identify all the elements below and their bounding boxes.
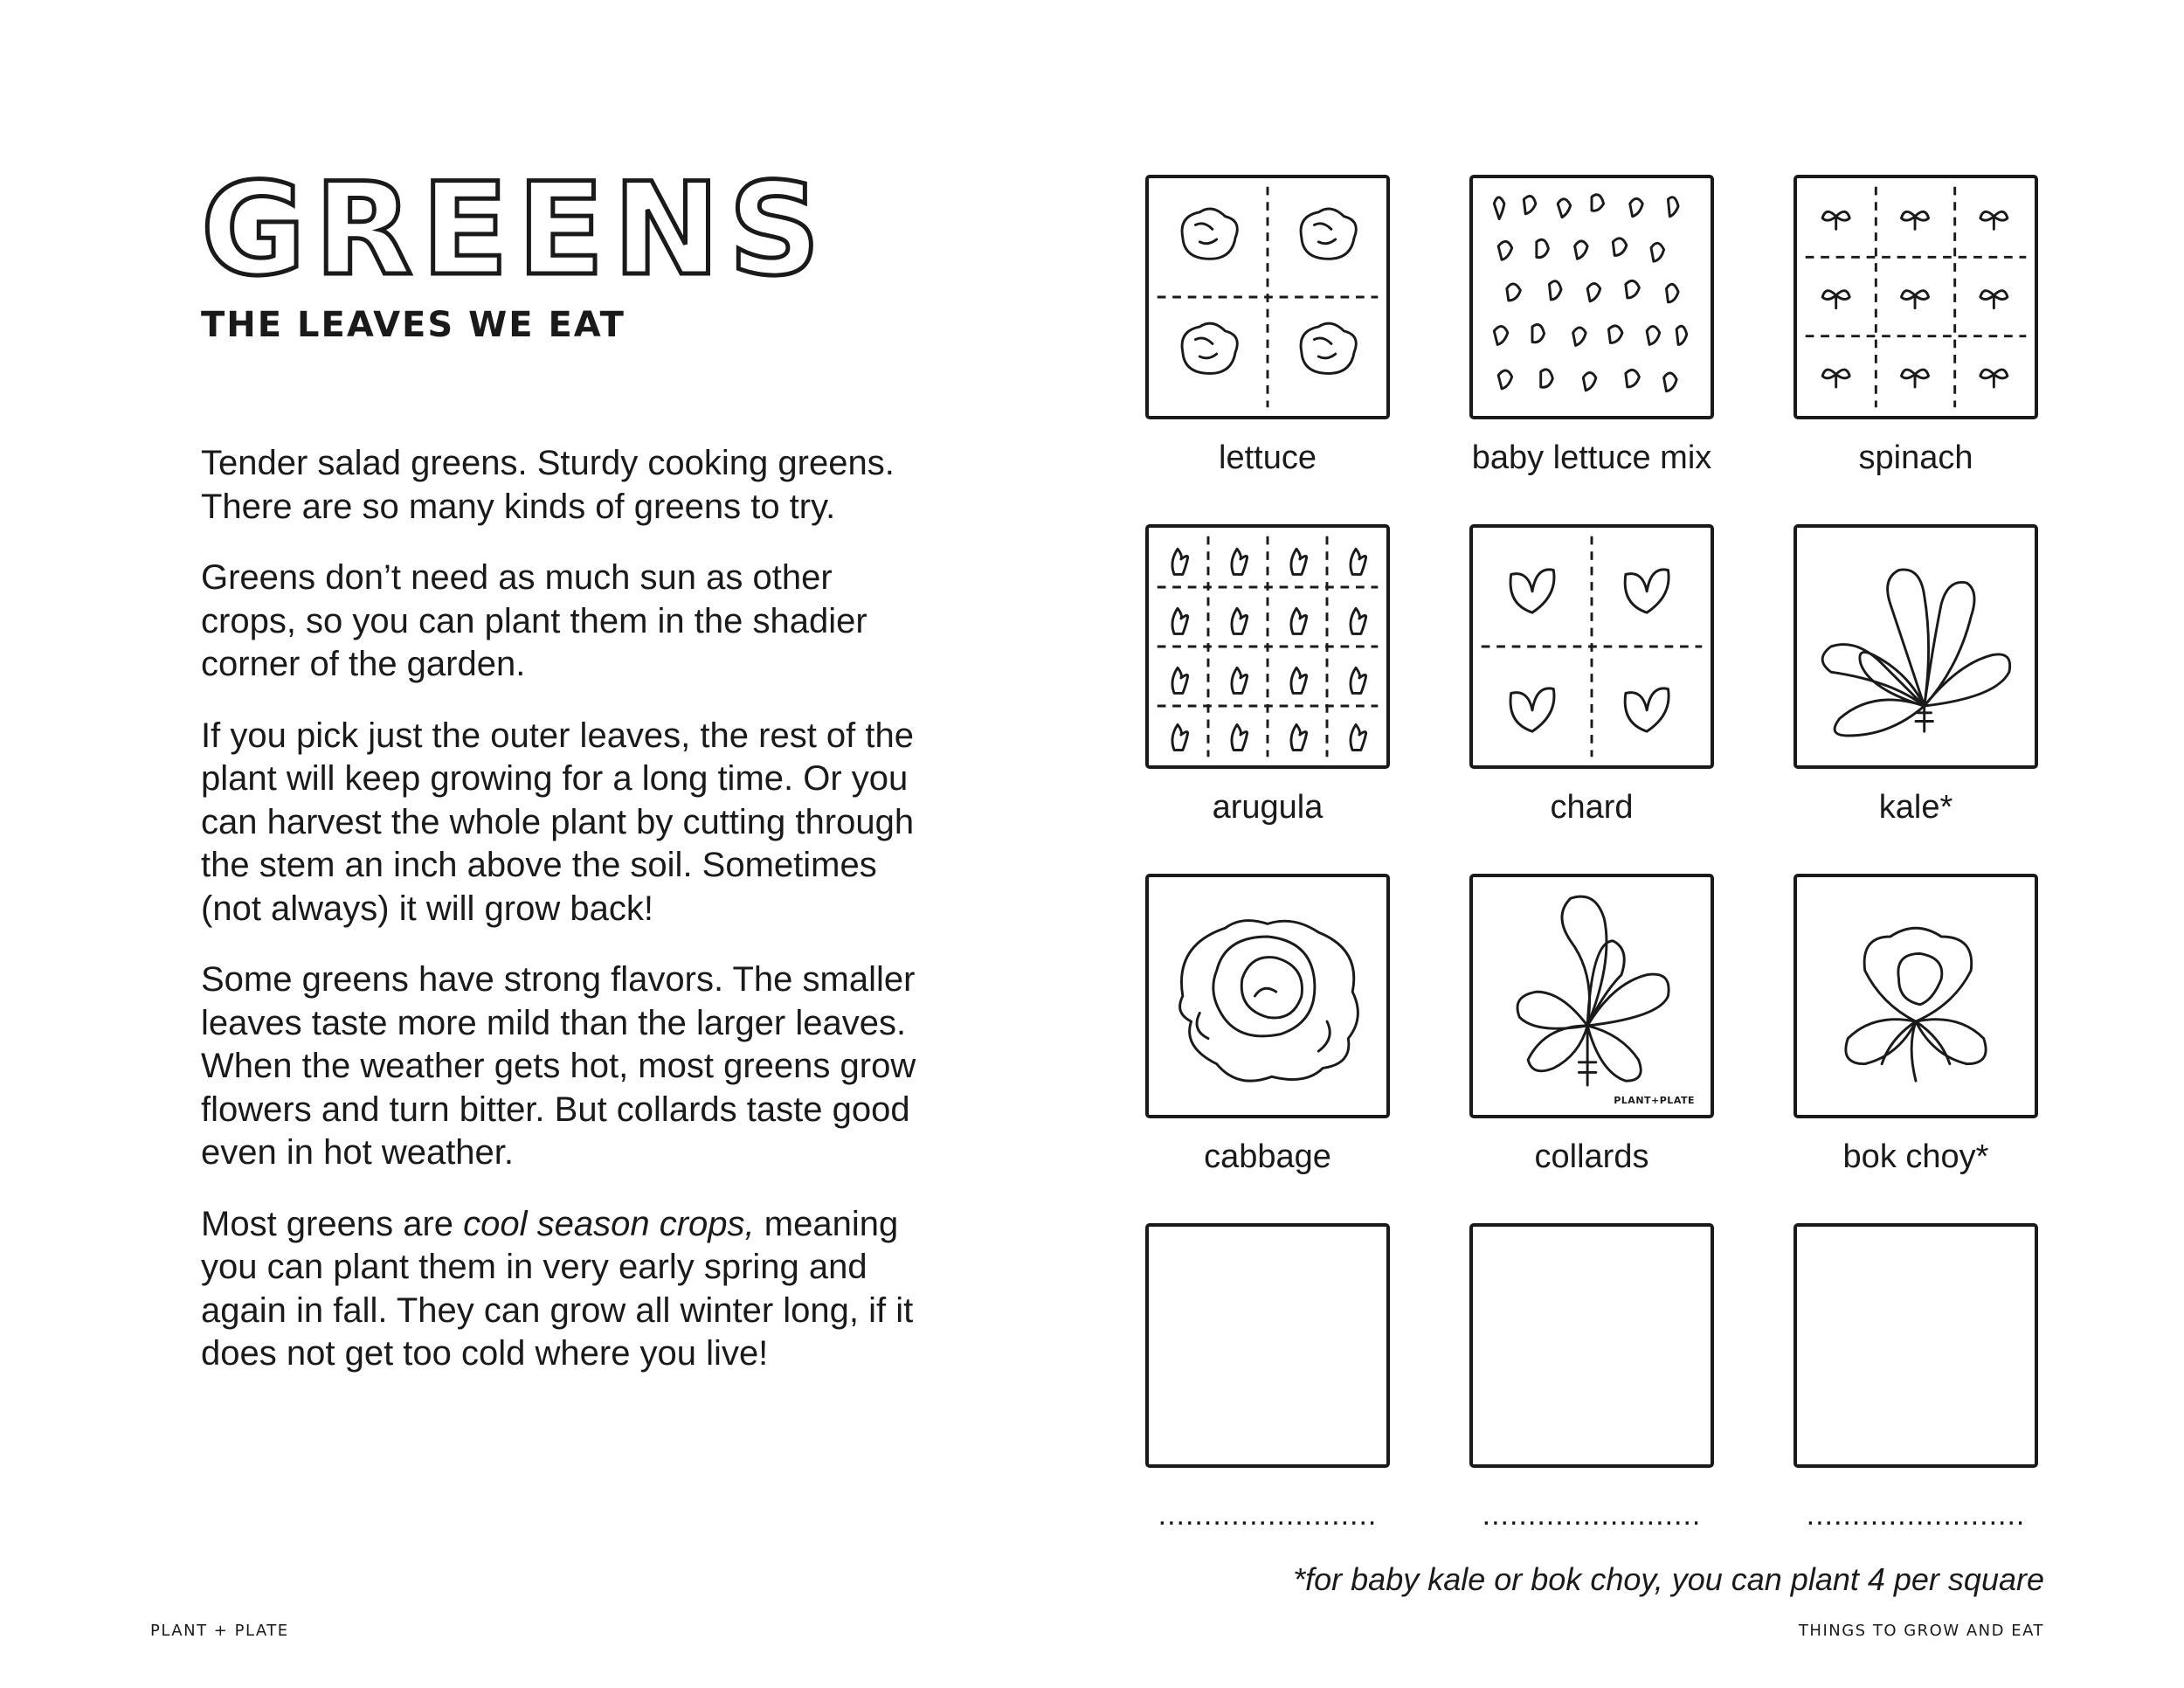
plant-card-collards xyxy=(1460,870,1718,1220)
blank-label-line[interactable]: ........................ xyxy=(1158,1498,1378,1532)
footer-right: THINGS TO GROW AND EAT xyxy=(1798,1622,2044,1640)
plant-label: collards xyxy=(1534,1138,1649,1175)
arugula-16-per-square-icon xyxy=(1145,524,1390,769)
blank-plant-card[interactable] xyxy=(1784,1220,2042,1569)
bok-choy-icon xyxy=(1794,874,2038,1118)
planting-grid xyxy=(1136,171,2053,1569)
plant-card-lettuce xyxy=(1136,171,1394,521)
plant-card-baby-lettuce-mix xyxy=(1460,171,1718,521)
plant-label: spinach xyxy=(1858,439,1973,476)
paragraph-5-start: Most greens are xyxy=(201,1204,464,1243)
page-subtitle: THE LEAVES WE EAT xyxy=(201,305,625,345)
spinach-9-per-square-icon xyxy=(1794,175,2038,419)
plant-card-bok-choy xyxy=(1784,870,2042,1220)
paragraph-5-end: meaning you can plant them in very early spring and again in fall. They can grow all winter long, if it does not get too cold where you live! xyxy=(201,1204,914,1373)
blank-square[interactable] xyxy=(1145,1223,1390,1468)
plant-card-kale xyxy=(1784,521,2042,870)
chard-4-per-square-icon xyxy=(1469,524,1714,769)
collards-icon xyxy=(1469,874,1714,1118)
cool-season-crops-term: cool season crops, xyxy=(463,1204,755,1243)
plant-card-chard xyxy=(1460,521,1718,870)
paragraph-3: If you pick just the outer leaves, the rest of the plant will keep growing for a long time. Or you can harvest the whole plant by cutting through the stem an inch above the soil. Sometimes (not always) it will grow back! xyxy=(201,716,915,928)
lettuce-4-per-square-icon xyxy=(1145,175,1390,419)
paragraph-4: Some greens have strong flavors. The smaller leaves taste more mild than the larger leaves. When the weather gets hot, most greens grow flowers and turn bitter. But collards taste good even in hot weather. xyxy=(201,960,916,1172)
blank-plant-card[interactable] xyxy=(1136,1220,1394,1569)
blank-square[interactable] xyxy=(1469,1223,1714,1468)
plant-label: kale* xyxy=(1878,789,1953,826)
plant-card-cabbage xyxy=(1136,870,1394,1220)
paragraph-1: Tender salad greens. Sturdy cooking greens. There are so many kinds of greens to try. xyxy=(201,444,895,526)
plant-card-arugula xyxy=(1136,521,1394,870)
blank-square[interactable] xyxy=(1794,1223,2038,1468)
page-title: GREENS xyxy=(201,156,830,304)
plant-label: baby lettuce mix xyxy=(1471,439,1712,476)
plant-card-spinach xyxy=(1784,171,2042,521)
paragraph-2: Greens don’t need as much sun as other crops, so you can plant them in the shadier corner of the garden. xyxy=(201,558,867,683)
plant-label: lettuce xyxy=(1219,439,1317,476)
collards-stamp: PLANT+PLATE xyxy=(1614,1095,1695,1106)
footnote: *for baby kale or bok choy, you can plant 4 per square xyxy=(1293,1561,2044,1597)
plant-label: chard xyxy=(1550,789,1634,826)
blank-label-line[interactable]: ........................ xyxy=(1482,1498,1702,1532)
body-text xyxy=(201,442,935,1404)
baby-lettuce-mix-icon xyxy=(1469,175,1714,419)
blank-label-line[interactable]: ........................ xyxy=(1806,1498,2026,1532)
footer-left: PLANT + PLATE xyxy=(150,1622,289,1640)
paragraph-5 xyxy=(201,1203,935,1376)
kale-icon xyxy=(1794,524,2038,769)
plant-label: arugula xyxy=(1212,789,1324,826)
plant-label: bok choy* xyxy=(1842,1138,1989,1175)
blank-plant-card[interactable] xyxy=(1460,1220,1718,1569)
plant-label: cabbage xyxy=(1204,1138,1331,1175)
cabbage-icon xyxy=(1145,874,1390,1118)
